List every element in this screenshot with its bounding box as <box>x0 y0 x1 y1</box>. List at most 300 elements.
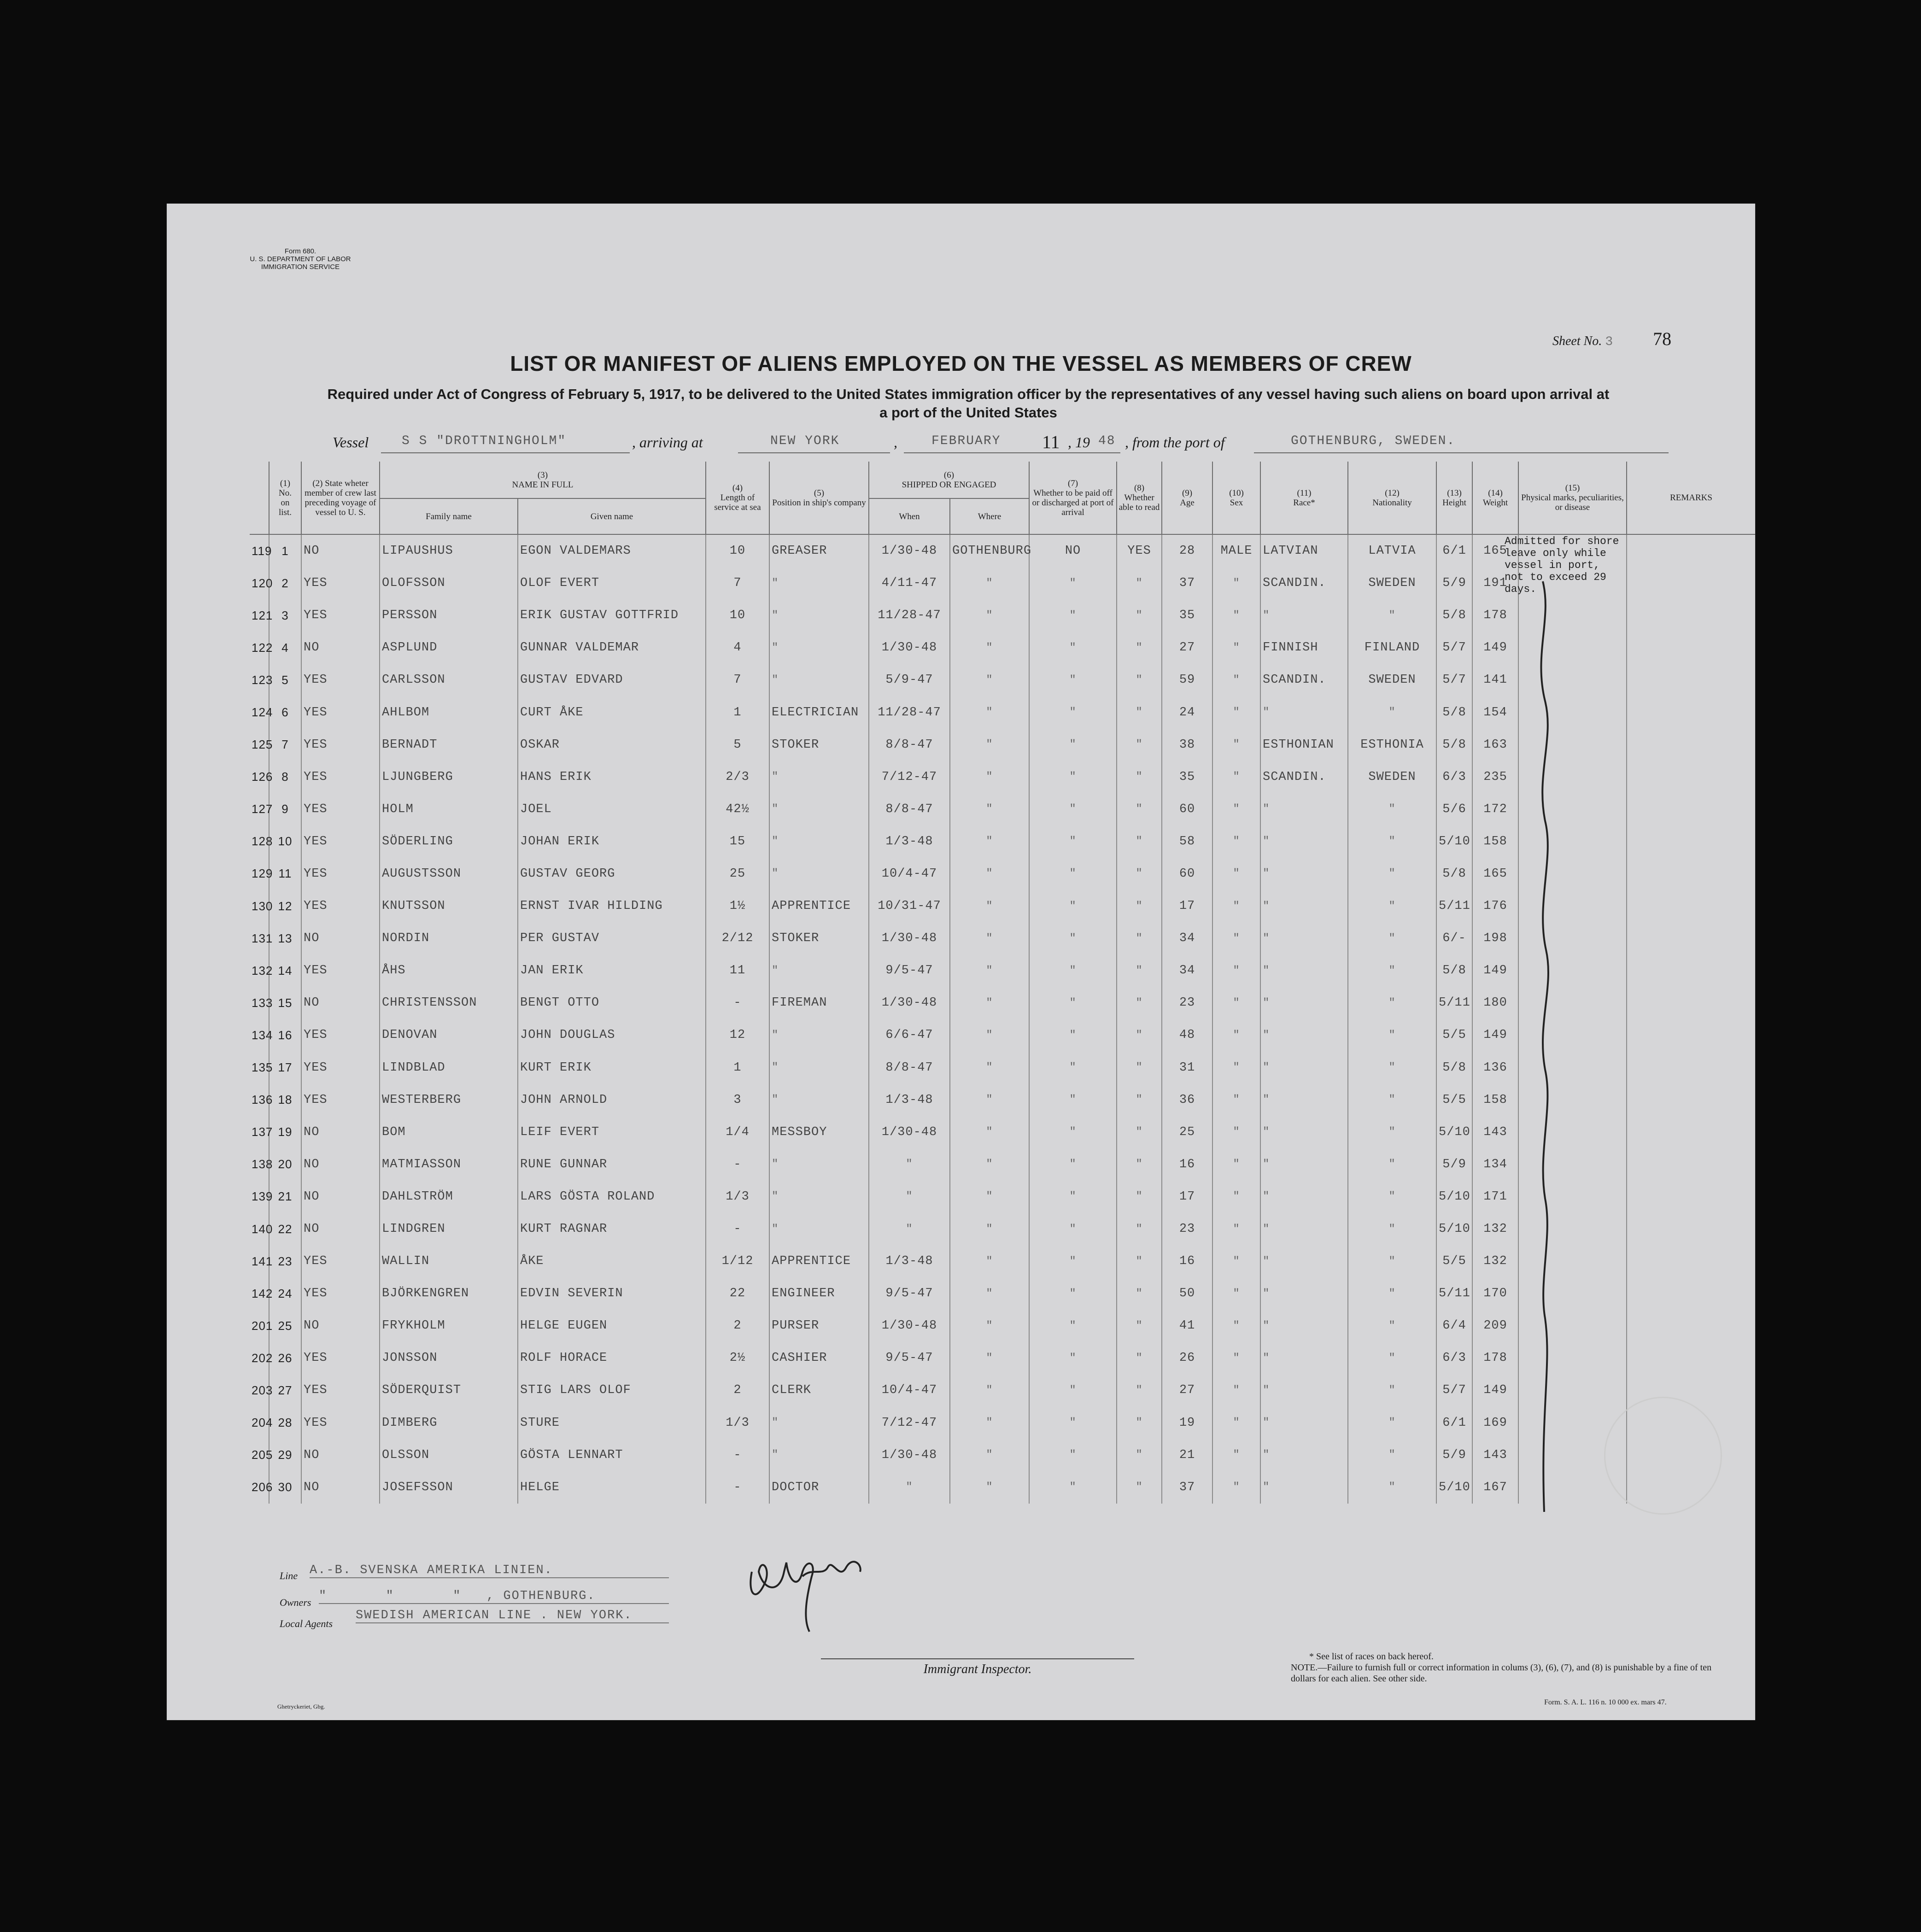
shipped-where: " <box>950 1148 1029 1181</box>
remarks <box>1627 825 1755 858</box>
previous-voyage: YES <box>301 858 380 890</box>
family-name: CHRISTENSSON <box>380 987 518 1019</box>
row-ref: 142 <box>252 1286 273 1300</box>
paid-off: " <box>1029 1181 1117 1213</box>
list-number: 1 <box>269 534 301 567</box>
form-number: Form 680. <box>284 247 316 255</box>
shipped-when: 1/3-48 <box>869 1084 950 1116</box>
length-of-service: 1 <box>706 696 769 728</box>
nationality: FINLAND <box>1348 632 1436 664</box>
age: 41 <box>1162 1310 1212 1342</box>
sex: " <box>1212 1148 1260 1181</box>
row-ref: 203 <box>252 1383 273 1397</box>
inspector-signature <box>743 1540 881 1641</box>
age: 38 <box>1162 729 1212 761</box>
paid-off: " <box>1029 1277 1117 1310</box>
shipped-where: " <box>950 1019 1029 1051</box>
shipped-when: " <box>869 1181 950 1213</box>
height: 5/10 <box>1436 1213 1472 1245</box>
height: 5/10 <box>1436 1181 1472 1213</box>
remarks <box>1627 890 1755 922</box>
list-number: 6 <box>269 696 301 728</box>
sex: " <box>1212 567 1260 599</box>
able-to-read: " <box>1117 1342 1162 1374</box>
table-row <box>250 987 1755 1019</box>
height: 5/9 <box>1436 1439 1472 1471</box>
able-to-read: " <box>1117 1374 1162 1406</box>
list-number: 30 <box>269 1471 301 1504</box>
race: " <box>1260 1084 1348 1116</box>
previous-voyage: NO <box>301 922 380 954</box>
shipped-when: 1/30-48 <box>869 1439 950 1471</box>
height: 6/3 <box>1436 1342 1472 1374</box>
paid-off: " <box>1029 1374 1117 1406</box>
position: GREASER <box>769 534 869 567</box>
weight: 163 <box>1472 729 1518 761</box>
nationality: ESTHONIA <box>1348 729 1436 761</box>
sex: " <box>1212 1374 1260 1406</box>
shipped-where: " <box>950 1116 1029 1148</box>
remarks <box>1627 793 1755 825</box>
previous-voyage: YES <box>301 793 380 825</box>
weight: 149 <box>1472 954 1518 987</box>
given-name: GÖSTA LENNART <box>518 1439 706 1471</box>
row-ref: 122 <box>252 640 273 655</box>
given-name: ERNST IVAR HILDING <box>518 890 706 922</box>
shipped-when: 1/30-48 <box>869 534 950 567</box>
length-of-service: - <box>706 1213 769 1245</box>
arrival-day: 11 <box>1042 432 1060 452</box>
paid-off: " <box>1029 1439 1117 1471</box>
nationality: " <box>1348 1052 1436 1084</box>
weight: 132 <box>1472 1245 1518 1277</box>
table-row <box>250 1407 1755 1439</box>
weight: 172 <box>1472 793 1518 825</box>
height: 5/9 <box>1436 567 1472 599</box>
length-of-service: 2 <box>706 1310 769 1342</box>
length-of-service: 1/12 <box>706 1245 769 1277</box>
shipped-where: " <box>950 922 1029 954</box>
age: 34 <box>1162 954 1212 987</box>
table-row <box>250 1439 1755 1471</box>
previous-voyage: YES <box>301 1407 380 1439</box>
family-name: NORDIN <box>380 922 518 954</box>
length-of-service: 7 <box>706 664 769 696</box>
given-name: LARS GÖSTA ROLAND <box>518 1181 706 1213</box>
nationality: " <box>1348 1245 1436 1277</box>
previous-voyage: YES <box>301 1245 380 1277</box>
shipped-when: 9/5-47 <box>869 1342 950 1374</box>
family-name: DAHLSTRÖM <box>380 1181 518 1213</box>
height: 5/8 <box>1436 599 1472 632</box>
given-name: JAN ERIK <box>518 954 706 987</box>
paid-off: " <box>1029 664 1117 696</box>
shipped-when: 9/5-47 <box>869 1277 950 1310</box>
sex: MALE <box>1212 534 1260 567</box>
header-given-name: Given name <box>518 498 706 534</box>
paid-off: " <box>1029 761 1117 793</box>
sex: " <box>1212 954 1260 987</box>
previous-voyage: YES <box>301 1342 380 1374</box>
form-identifier <box>240 247 360 271</box>
weight: 158 <box>1472 825 1518 858</box>
sex: " <box>1212 1084 1260 1116</box>
sex: " <box>1212 1019 1260 1051</box>
position: " <box>769 1213 869 1245</box>
length-of-service: 11 <box>706 954 769 987</box>
paid-off: " <box>1029 890 1117 922</box>
position: " <box>769 1019 869 1051</box>
family-name: LIPAUSHUS <box>380 534 518 567</box>
given-name: HANS ERIK <box>518 761 706 793</box>
able-to-read: " <box>1117 793 1162 825</box>
length-of-service: 1 <box>706 1052 769 1084</box>
list-number: 9 <box>269 793 301 825</box>
sex: " <box>1212 696 1260 728</box>
previous-voyage: NO <box>301 987 380 1019</box>
nationality: " <box>1348 1471 1436 1504</box>
row-ref: 202 <box>252 1351 273 1365</box>
able-to-read: " <box>1117 1277 1162 1310</box>
family-name: PERSSON <box>380 599 518 632</box>
given-name: EDVIN SEVERIN <box>518 1277 706 1310</box>
header-paid-off: (7) Whether to be paid off or discharged at port of arrival <box>1029 462 1117 534</box>
length-of-service: - <box>706 1148 769 1181</box>
agents-value: SWEDISH AMERICAN LINE . NEW YORK. <box>356 1609 669 1623</box>
length-of-service: 1/3 <box>706 1181 769 1213</box>
race: " <box>1260 793 1348 825</box>
shipped-where: " <box>950 567 1029 599</box>
shipped-where: " <box>950 1277 1029 1310</box>
height: 5/10 <box>1436 1471 1472 1504</box>
previous-voyage: YES <box>301 729 380 761</box>
race: " <box>1260 1213 1348 1245</box>
shipped-where: " <box>950 1471 1029 1504</box>
row-ref: 201 <box>252 1318 273 1333</box>
able-to-read: " <box>1117 664 1162 696</box>
able-to-read: " <box>1117 632 1162 664</box>
weight: 165 <box>1472 534 1518 567</box>
race: " <box>1260 1052 1348 1084</box>
shipped-when: 8/8-47 <box>869 729 950 761</box>
given-name: HELGE <box>518 1471 706 1504</box>
able-to-read: " <box>1117 729 1162 761</box>
owners-value: " " " , GOTHENBURG. <box>319 1589 669 1604</box>
height: 6/- <box>1436 922 1472 954</box>
remarks <box>1627 1277 1755 1310</box>
paid-off: " <box>1029 1471 1117 1504</box>
shipped-when: 9/5-47 <box>869 954 950 987</box>
paid-off: " <box>1029 1019 1117 1051</box>
shipped-where: GOTHENBURG <box>950 534 1029 567</box>
family-name: LINDBLAD <box>380 1052 518 1084</box>
given-name: CURT ÅKE <box>518 696 706 728</box>
previous-voyage: NO <box>301 1310 380 1342</box>
previous-voyage: YES <box>301 567 380 599</box>
penalty-note: NOTE.—Failure to furnish full or correct information in colums (3), (6), (7), and (8) is punishable by a fine of ten dollars for each alien. See other side. <box>1291 1663 1712 1684</box>
nationality: " <box>1348 954 1436 987</box>
given-name: RUNE GUNNAR <box>518 1148 706 1181</box>
able-to-read: " <box>1117 1407 1162 1439</box>
shipped-when: " <box>869 1471 950 1504</box>
given-name: JOHN ARNOLD <box>518 1084 706 1116</box>
family-name: ASPLUND <box>380 632 518 664</box>
nationality: " <box>1348 599 1436 632</box>
header-weight: (14) Weight <box>1472 462 1518 534</box>
race: " <box>1260 696 1348 728</box>
previous-voyage: YES <box>301 890 380 922</box>
able-to-read: " <box>1117 1019 1162 1051</box>
family-name: HOLM <box>380 793 518 825</box>
shipped-when: 4/11-47 <box>869 567 950 599</box>
weight: 178 <box>1472 599 1518 632</box>
weight: 171 <box>1472 1181 1518 1213</box>
paid-off: " <box>1029 1310 1117 1342</box>
family-name: MATMIASSON <box>380 1148 518 1181</box>
family-name: AHLBOM <box>380 696 518 728</box>
shipped-when: " <box>869 1148 950 1181</box>
list-number: 4 <box>269 632 301 664</box>
list-number: 8 <box>269 761 301 793</box>
shipped-where: " <box>950 1084 1029 1116</box>
list-number: 21 <box>269 1181 301 1213</box>
able-to-read: " <box>1117 954 1162 987</box>
nationality: " <box>1348 1439 1436 1471</box>
age: 24 <box>1162 696 1212 728</box>
weight: 167 <box>1472 1471 1518 1504</box>
table-row <box>250 664 1755 696</box>
age: 28 <box>1162 534 1212 567</box>
line-value: A.-B. SVENSKA AMERIKA LINIEN. <box>310 1563 669 1578</box>
weight: 178 <box>1472 1342 1518 1374</box>
sex: " <box>1212 1407 1260 1439</box>
able-to-read: YES <box>1117 534 1162 567</box>
table-row <box>250 1019 1755 1051</box>
race: " <box>1260 858 1348 890</box>
vessel-line: Vessel S S "DROTTNINGHOLM" , arriving at NEW YORK , FEBRUARY 11 , 19 48 , from the port of GOTHENBURG, SWEDEN. <box>333 434 1669 453</box>
family-name: WALLIN <box>380 1245 518 1277</box>
previous-voyage: YES <box>301 664 380 696</box>
family-name: KNUTSSON <box>380 890 518 922</box>
family-name: AUGUSTSSON <box>380 858 518 890</box>
given-name: STIG LARS OLOF <box>518 1374 706 1406</box>
height: 5/8 <box>1436 858 1472 890</box>
weight: 191 <box>1472 567 1518 599</box>
list-number: 19 <box>269 1116 301 1148</box>
row-ref: 124 <box>252 705 273 720</box>
family-name: BERNADT <box>380 729 518 761</box>
table-row <box>250 890 1755 922</box>
paid-off: " <box>1029 825 1117 858</box>
given-name: JOHN DOUGLAS <box>518 1019 706 1051</box>
age: 17 <box>1162 1181 1212 1213</box>
remarks <box>1627 599 1755 632</box>
shipped-where: " <box>950 987 1029 1019</box>
arrival-year: 48 <box>1098 434 1116 448</box>
table-row <box>250 1148 1755 1181</box>
list-number: 11 <box>269 858 301 890</box>
form-footer: Form. S. A. L. 116 n. 10 000 ex. mars 47. <box>1544 1698 1667 1706</box>
previous-voyage: NO <box>301 632 380 664</box>
position: " <box>769 1052 869 1084</box>
list-number: 12 <box>269 890 301 922</box>
family-name: SÖDERQUIST <box>380 1374 518 1406</box>
weight: 154 <box>1472 696 1518 728</box>
table-row <box>250 1052 1755 1084</box>
position: " <box>769 1084 869 1116</box>
weight: 149 <box>1472 1374 1518 1406</box>
previous-voyage: YES <box>301 1019 380 1051</box>
row-ref: 133 <box>252 995 273 1010</box>
remarks <box>1627 761 1755 793</box>
nationality: " <box>1348 1310 1436 1342</box>
previous-voyage: NO <box>301 1471 380 1504</box>
race: " <box>1260 954 1348 987</box>
shipped-when: 1/30-48 <box>869 1116 950 1148</box>
row-ref: 125 <box>252 738 273 752</box>
shipped-when: 6/6-47 <box>869 1019 950 1051</box>
given-name: STURE <box>518 1407 706 1439</box>
family-name: JONSSON <box>380 1342 518 1374</box>
race: " <box>1260 599 1348 632</box>
paid-off: " <box>1029 599 1117 632</box>
height: 6/1 <box>1436 534 1472 567</box>
length-of-service: - <box>706 1439 769 1471</box>
given-name: BENGT OTTO <box>518 987 706 1019</box>
paid-off: NO <box>1029 534 1117 567</box>
handwritten-sheet-number: 78 <box>1653 328 1672 349</box>
row-ref: 135 <box>252 1060 273 1075</box>
nationality: " <box>1348 858 1436 890</box>
header-ref <box>250 462 269 534</box>
list-number: 28 <box>269 1407 301 1439</box>
table-row <box>250 1374 1755 1406</box>
race: " <box>1260 1148 1348 1181</box>
sex: " <box>1212 1213 1260 1245</box>
position: " <box>769 858 869 890</box>
row-ref: 120 <box>252 576 273 590</box>
remarks <box>1627 1213 1755 1245</box>
shipped-where: " <box>950 1374 1029 1406</box>
race: " <box>1260 1310 1348 1342</box>
previous-voyage: YES <box>301 696 380 728</box>
age: 17 <box>1162 890 1212 922</box>
sheet-value: 3 <box>1605 335 1613 349</box>
shipped-where: " <box>950 696 1029 728</box>
remarks <box>1627 632 1755 664</box>
nationality: " <box>1348 1407 1436 1439</box>
row-ref: 204 <box>252 1416 273 1430</box>
paid-off: " <box>1029 954 1117 987</box>
family-name: OLSSON <box>380 1439 518 1471</box>
remarks <box>1627 664 1755 696</box>
weight: 149 <box>1472 632 1518 664</box>
previous-voyage: YES <box>301 1374 380 1406</box>
family-name: DIMBERG <box>380 1407 518 1439</box>
remarks <box>1627 1342 1755 1374</box>
sex: " <box>1212 1116 1260 1148</box>
list-number: 23 <box>269 1245 301 1277</box>
length-of-service: 25 <box>706 858 769 890</box>
length-of-service: 5 <box>706 729 769 761</box>
list-number: 3 <box>269 599 301 632</box>
age: 48 <box>1162 1019 1212 1051</box>
paid-off: " <box>1029 1148 1117 1181</box>
shipped-when: 1/3-48 <box>869 1245 950 1277</box>
shipped-where: " <box>950 858 1029 890</box>
race: LATVIAN <box>1260 534 1348 567</box>
able-to-read: " <box>1117 858 1162 890</box>
nationality: " <box>1348 1181 1436 1213</box>
position: " <box>769 1439 869 1471</box>
remarks <box>1627 1181 1755 1213</box>
immigrant-inspector-line: Immigrant Inspector. <box>821 1658 1134 1677</box>
nationality: " <box>1348 987 1436 1019</box>
able-to-read: " <box>1117 1052 1162 1084</box>
header-family-name: Family name <box>380 498 518 534</box>
row-ref: 127 <box>252 802 273 816</box>
position: APPRENTICE <box>769 1245 869 1277</box>
previous-voyage: YES <box>301 825 380 858</box>
family-name: BJÖRKENGREN <box>380 1277 518 1310</box>
age: 36 <box>1162 1084 1212 1116</box>
sex: " <box>1212 1310 1260 1342</box>
family-name: LJUNGBERG <box>380 761 518 793</box>
weight: 235 <box>1472 761 1518 793</box>
shipped-when: " <box>869 1213 950 1245</box>
list-number: 5 <box>269 664 301 696</box>
length-of-service: 3 <box>706 1084 769 1116</box>
shipped-where: " <box>950 1342 1029 1374</box>
family-name: JOSEFSSON <box>380 1471 518 1504</box>
position: " <box>769 599 869 632</box>
able-to-read: " <box>1117 696 1162 728</box>
row-ref: 130 <box>252 899 273 913</box>
sheet-label: Sheet No. <box>1552 334 1602 348</box>
weight: 198 <box>1472 922 1518 954</box>
age: 23 <box>1162 1213 1212 1245</box>
given-name: GUSTAV EDVARD <box>518 664 706 696</box>
sex: " <box>1212 987 1260 1019</box>
weight: 158 <box>1472 1084 1518 1116</box>
race: " <box>1260 1277 1348 1310</box>
sex: " <box>1212 632 1260 664</box>
shipped-where: " <box>950 890 1029 922</box>
table-row <box>250 922 1755 954</box>
table-row <box>250 793 1755 825</box>
list-number: 26 <box>269 1342 301 1374</box>
shipped-when: 8/8-47 <box>869 1052 950 1084</box>
paid-off: " <box>1029 793 1117 825</box>
row-ref: 136 <box>252 1093 273 1107</box>
table-row <box>250 858 1755 890</box>
table-row <box>250 632 1755 664</box>
row-ref: 131 <box>252 931 273 945</box>
row-ref: 121 <box>252 608 273 622</box>
weight: 132 <box>1472 1213 1518 1245</box>
ditto-brace-line <box>1531 581 1559 1512</box>
remarks <box>1627 987 1755 1019</box>
given-name: LEIF EVERT <box>518 1116 706 1148</box>
weight: 143 <box>1472 1439 1518 1471</box>
able-to-read: " <box>1117 825 1162 858</box>
weight: 209 <box>1472 1310 1518 1342</box>
list-number: 18 <box>269 1084 301 1116</box>
manifest-rows <box>250 534 1755 1504</box>
given-name: KURT ERIK <box>518 1052 706 1084</box>
height: 6/1 <box>1436 1407 1472 1439</box>
race: ESTHONIAN <box>1260 729 1348 761</box>
